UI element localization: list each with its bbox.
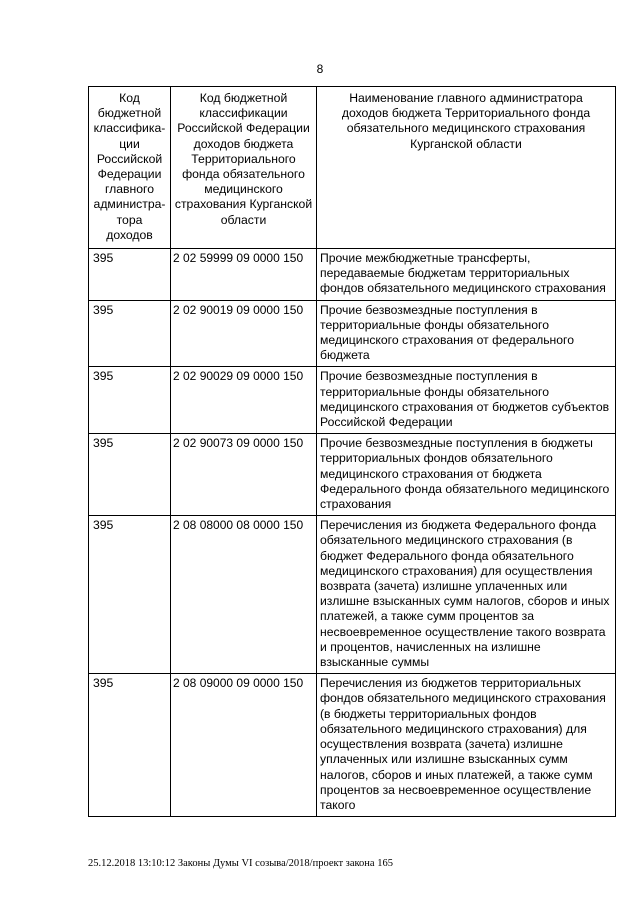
name-cell: Перечисления из бюджета Федерального фонда обязательного медицинского страхования (в бюджет Федерального фонда обязательного медицинского страхования) для осуществления возврата (зачета) излишне уплаченных или излишне взысканных сумм налогов, сборов и иных платежей, а также сумм процентов за несвоевременное осуществление такого возврата и процентов, начисленных на излишне взысканные суммы (317, 516, 616, 674)
header-income-code: Код бюджетной классификации Российской Федерации доходов бюджета Территориального фонда обязательного медицинского страхования Курганской области (171, 87, 317, 249)
admin-code-cell: 395 (89, 300, 171, 367)
income-code-cell: 2 02 59999 09 0000 150 (171, 249, 317, 301)
name-cell: Перечисления из бюджетов территориальных фондов обязательного медицинского страхования (в бюджеты территориальных фондов обязательного медицинского страхования) для осуществления возврата (зачета) излишне уплаченных или излишне взысканных сумм налогов, сборов и иных платежей, а также сумм процентов за несвоевременное осуществление такого (317, 674, 616, 817)
admin-code-cell: 395 (89, 674, 171, 817)
document-footer: 25.12.2018 13:10:12 Законы Думы VI созыва/2018/проект закона 165 (88, 858, 393, 869)
income-code-cell: 2 08 08000 08 0000 150 (171, 516, 317, 674)
name-cell: Прочие безвозмездные поступления в территориальные фонды обязательного медицинского страхования от бюджетов субъектов Российской Федерации (317, 367, 616, 434)
table-row (89, 249, 616, 301)
income-code-cell: 2 08 09000 09 0000 150 (171, 674, 317, 817)
page-number: 8 (316, 62, 324, 76)
table-row (89, 434, 616, 516)
admin-code-cell: 395 (89, 434, 171, 516)
income-code-cell: 2 02 90019 09 0000 150 (171, 300, 317, 367)
header-admin-name: Наименование главного администратора доходов бюджета Территориального фонда обязательного медицинского страхования Курганской области (317, 87, 616, 249)
admin-code-cell: 395 (89, 516, 171, 674)
name-cell: Прочие межбюджетные трансферты, передаваемые бюджетам территориальных фондов обязательного медицинского страхования (317, 249, 616, 301)
table-row (89, 674, 616, 817)
table-row (89, 516, 616, 674)
name-cell: Прочие безвозмездные поступления в бюджеты территориальных фондов обязательного медицинского страхования от бюджета Федерального фонда обязательного медицинского страхования (317, 434, 616, 516)
admin-code-cell: 395 (89, 367, 171, 434)
table-header-row (89, 87, 616, 249)
table-row (89, 300, 616, 367)
admin-code-cell: 395 (89, 249, 171, 301)
table-row (89, 367, 616, 434)
name-cell: Прочие безвозмездные поступления в территориальные фонды обязательного медицинского страхования от федерального бюджета (317, 300, 616, 367)
income-code-cell: 2 02 90073 09 0000 150 (171, 434, 317, 516)
income-code-cell: 2 02 90029 09 0000 150 (171, 367, 317, 434)
budget-codes-table (88, 86, 616, 817)
header-admin-code: Код бюджетной классифика-ции Российской Федерации главного администра-тора доходов (89, 87, 171, 249)
